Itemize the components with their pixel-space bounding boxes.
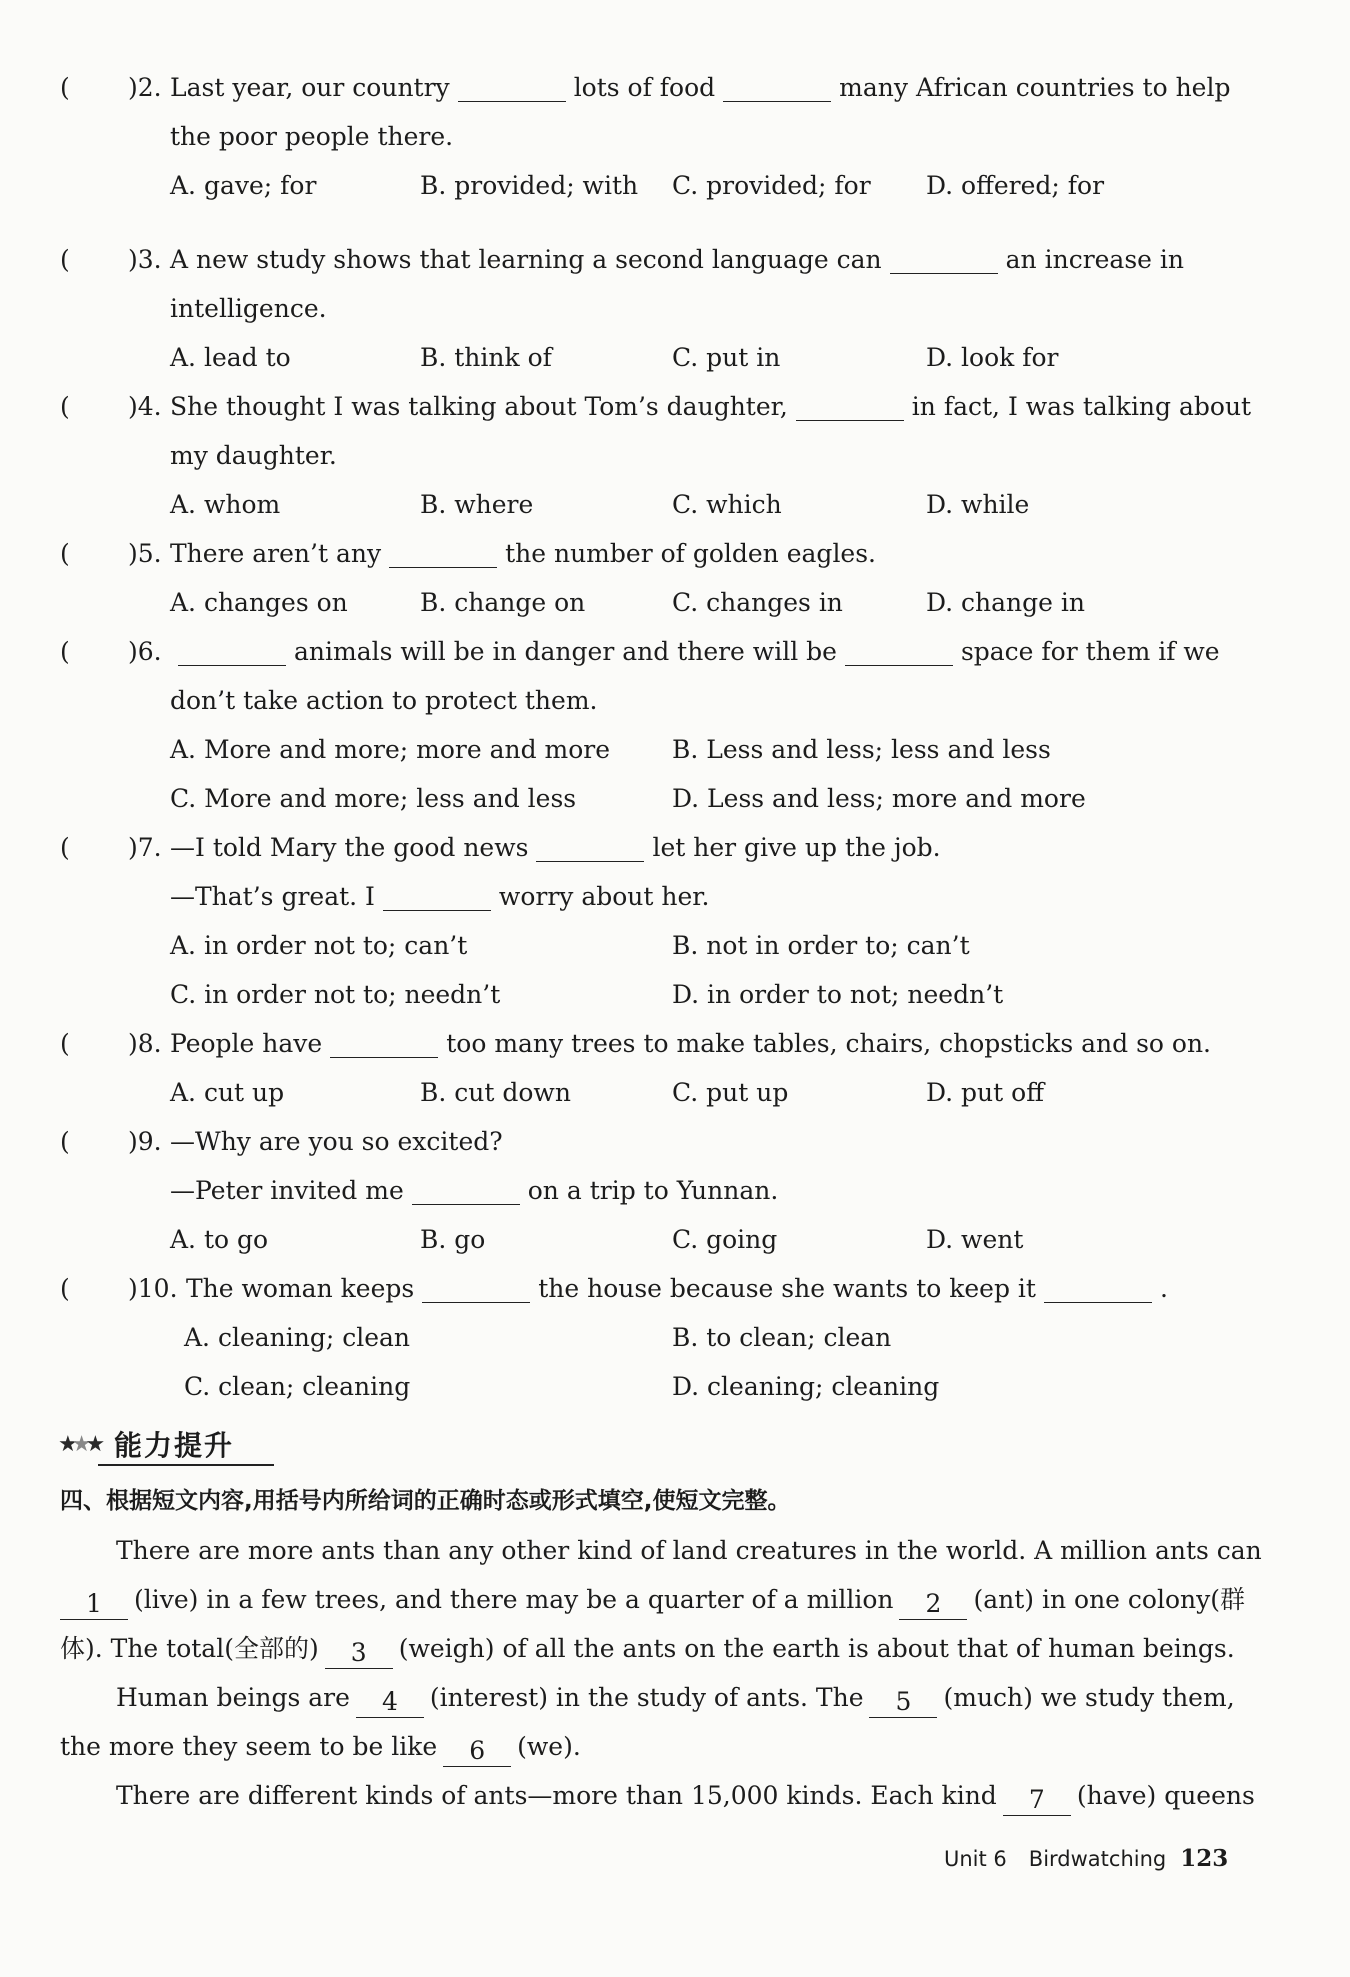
question-number: )10. — [128, 1274, 178, 1303]
option-c: C. in order not to; needn’t — [170, 980, 501, 1009]
fill-blank-2[interactable]: 2 — [899, 1589, 967, 1620]
question-stem-cont: my daughter. — [170, 441, 337, 470]
answer-blank[interactable] — [890, 243, 998, 274]
question-3 — [60, 235, 1220, 382]
question-number: )5. — [128, 539, 162, 568]
answer-paren-open: ( — [60, 245, 70, 274]
option-c: C. put in — [672, 343, 781, 372]
answer-paren-open: ( — [60, 73, 70, 102]
question-number: )2. — [128, 73, 162, 102]
question-10 — [60, 1264, 1220, 1411]
question-stem-cont: don’t take action to protect them. — [170, 686, 598, 715]
passage-line: There are different kinds of ants—more than 15,000 kinds. Each kind 7 (have) queens — [116, 1781, 1255, 1814]
option-a: A. cleaning; clean — [184, 1323, 411, 1352]
option-c: C. put up — [672, 1078, 789, 1107]
answer-blank[interactable] — [845, 635, 953, 666]
option-d: D. put off — [926, 1078, 1044, 1107]
stars-icon: ★★★ — [58, 1432, 100, 1457]
question-stem: —Why are you so excited? — [170, 1127, 503, 1156]
answer-blank[interactable] — [422, 1272, 530, 1303]
option-a: A. to go — [170, 1225, 269, 1254]
question-number: )7. — [128, 833, 162, 862]
passage-line: Human beings are 4 (interest) in the study of ants. The 5 (much) we study them, — [116, 1683, 1235, 1716]
passage — [60, 1526, 1262, 1820]
question-number: )6. — [128, 637, 162, 666]
option-d: D. in order to not; needn’t — [672, 980, 1004, 1009]
passage-line: the more they seem to be like 6 (we). — [60, 1732, 581, 1765]
option-b: B. cut down — [420, 1078, 571, 1107]
option-b: B. where — [420, 490, 534, 519]
option-d: D. change in — [926, 588, 1085, 617]
question-stem: There aren’t any the number of golden eagles. — [170, 539, 877, 568]
option-d: D. Less and less; more and more — [672, 784, 1086, 813]
answer-blank[interactable] — [536, 831, 644, 862]
option-d: D. while — [926, 490, 1030, 519]
option-a: A. changes on — [170, 588, 348, 617]
question-stem: The woman keeps the house because she wants to keep it . — [186, 1274, 1168, 1303]
question-5 — [60, 529, 1220, 627]
option-a: A. More and more; more and more — [170, 735, 611, 764]
unit-label: Unit 6 — [944, 1847, 1007, 1871]
option-d: D. offered; for — [926, 171, 1105, 200]
option-a: A. in order not to; can’t — [170, 931, 468, 960]
answer-paren-open: ( — [60, 392, 70, 421]
question-2 — [60, 63, 1231, 210]
question-stem: She thought I was talking about Tom’s daughter, in fact, I was talking about — [170, 392, 1252, 421]
option-c: C. changes in — [672, 588, 843, 617]
unit-title: Birdwatching — [1028, 1847, 1167, 1871]
option-a: A. whom — [170, 490, 281, 519]
passage-line: There are more ants than any other kind of land creatures in the world. A million ants can — [116, 1536, 1262, 1565]
question-6 — [60, 627, 1220, 823]
option-b: B. provided; with — [420, 171, 639, 200]
question-stem: Last year, our country lots of food many African countries to help — [170, 73, 1231, 102]
option-b: B. go — [420, 1225, 486, 1254]
section-title: 能力提升 — [114, 1429, 235, 1462]
question-9 — [60, 1117, 1220, 1264]
section-instruction: 四、根据短文内容,用括号内所给词的正确时态或形式填空,使短文完整。 — [60, 1488, 791, 1514]
option-a: A. cut up — [170, 1078, 285, 1107]
option-a: A. gave; for — [170, 171, 317, 200]
section-underline — [98, 1464, 274, 1466]
question-number: )8. — [128, 1029, 162, 1058]
answer-blank[interactable] — [330, 1027, 438, 1058]
answer-paren-open: ( — [60, 1029, 70, 1058]
answer-blank[interactable] — [1044, 1272, 1152, 1303]
answer-paren-open: ( — [60, 539, 70, 568]
section-header — [58, 1420, 278, 1472]
option-d: D. went — [926, 1225, 1024, 1254]
question-7 — [60, 823, 1220, 1019]
question-number: )3. — [128, 245, 162, 274]
passage-line: 1 (live) in a few trees, and there may be a quarter of a million 2 (ant) in one colony(群 — [60, 1575, 1220, 1624]
question-number: )9. — [128, 1127, 162, 1156]
answer-blank[interactable] — [796, 390, 904, 421]
option-b: B. Less and less; less and less — [672, 735, 1051, 764]
question-8 — [60, 1019, 1220, 1117]
fill-blank-7[interactable]: 7 — [1003, 1785, 1071, 1816]
option-d: D. look for — [926, 343, 1059, 372]
option-c: C. More and more; less and less — [170, 784, 577, 813]
option-b: B. think of — [420, 343, 552, 372]
question-stem-cont: —That’s great. I worry about her. — [170, 882, 710, 911]
question-stem: animals will be in danger and there will be space for them if we — [170, 627, 1220, 676]
option-b: B. change on — [420, 588, 586, 617]
page-number: 123 — [1180, 1845, 1229, 1872]
answer-blank[interactable] — [723, 71, 831, 102]
fill-blank-5[interactable]: 5 — [869, 1687, 937, 1718]
question-4 — [60, 382, 1252, 529]
question-stem: People have too many trees to make tables, chairs, chopsticks and so on. — [170, 1029, 1211, 1058]
question-stem: A new study shows that learning a second language can an increase in — [170, 245, 1185, 274]
answer-paren-open: ( — [60, 833, 70, 862]
question-stem-cont: the poor people there. — [170, 122, 454, 151]
answer-paren-open: ( — [60, 1274, 70, 1303]
option-d: D. cleaning; cleaning — [672, 1372, 940, 1401]
fill-blank-1[interactable]: 1 — [60, 1589, 128, 1620]
answer-blank[interactable] — [383, 880, 491, 911]
answer-paren-open: ( — [60, 1127, 70, 1156]
option-c: C. going — [672, 1225, 778, 1254]
fill-blank-4[interactable]: 4 — [356, 1687, 424, 1718]
question-stem-cont: intelligence. — [170, 294, 327, 323]
option-b: B. to clean; clean — [672, 1323, 892, 1352]
fill-blank-3[interactable]: 3 — [325, 1638, 393, 1669]
answer-blank[interactable] — [389, 537, 497, 568]
option-c: C. provided; for — [672, 171, 871, 200]
option-c: C. which — [672, 490, 782, 519]
answer-blank[interactable] — [458, 71, 566, 102]
passage-line: 体). The total(全部的) 3 (weigh) of all the ants on the earth is about that of human beings. — [60, 1634, 1235, 1667]
question-stem: —I told Mary the good news let her give up the job. — [170, 833, 941, 862]
answer-paren-open: ( — [60, 637, 70, 666]
page-footer — [944, 1845, 1228, 1872]
question-stem-cont: —Peter invited me on a trip to Yunnan. — [170, 1176, 779, 1205]
option-c: C. clean; cleaning — [184, 1372, 411, 1401]
option-b: B. not in order to; can’t — [672, 931, 970, 960]
fill-blank-6[interactable]: 6 — [443, 1736, 511, 1767]
option-a: A. lead to — [170, 343, 291, 372]
answer-blank[interactable] — [178, 635, 286, 666]
question-number: )4. — [128, 392, 162, 421]
answer-blank[interactable] — [412, 1174, 520, 1205]
